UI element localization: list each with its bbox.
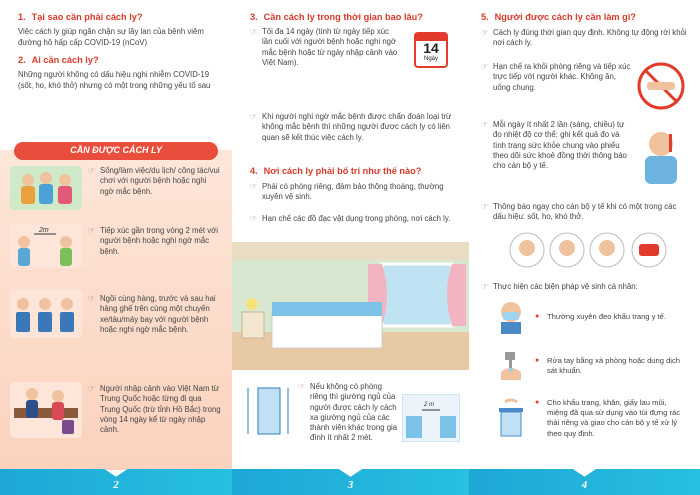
people-icon — [10, 166, 82, 210]
bed-distance-icon — [244, 384, 292, 440]
banner-isolation: CẦN ĐƯỢC CÁCH LY — [14, 142, 218, 160]
list-item: ☞ Nếu không có phòng riêng thì giường ngủ của người được cách ly cách xa giường ngủ của các thành viên khác trong gia đình ít nhất 2 mét. — [298, 382, 398, 444]
panel-page-3 — [232, 0, 469, 495]
section-3-heading: 3. Cần cách ly trong thời gian bao lâu? — [250, 12, 423, 22]
thermometer-icon — [635, 126, 687, 186]
page-number: 2 — [113, 479, 119, 491]
calendar-number: 14 — [423, 40, 439, 56]
calendar-icon — [414, 32, 448, 68]
beds-apart-icon — [402, 394, 460, 442]
section-1-body: Việc cách ly giúp ngăn chặn sự lây lan của bệnh viêm đường hô hấp cấp COVID-19 (nCoV) — [18, 27, 204, 47]
symptoms-icon — [509, 228, 669, 272]
list-item: ● Rửa tay bằng xà phòng hoặc dung dịch sát khuẩn. — [535, 356, 685, 376]
section-4-heading: 4. Nơi cách ly phải bố trí như thế nào? — [250, 166, 422, 176]
bus-seats-icon — [10, 290, 82, 338]
list-item: ● Cho khẩu trang, khăn, giấy lau mũi, miệng đã qua sử dụng vào túi đựng rác thải riêng và giao cho cán bộ y tế xử lý theo quy định. — [535, 398, 687, 439]
list-item: ☞ Hạn chế ra khỏi phòng riêng và tiếp xúc trực tiếp với người khác. Không ăn, uống chung. — [481, 62, 631, 93]
mask-icon — [497, 300, 525, 334]
section-2-body: Những người không có dấu hiệu nghi nhiễm COVID-19 (sốt, ho, khó thở) nhưng có một trong những yếu tố sau — [18, 70, 211, 90]
list-item: ☞ Thực hiện các biện pháp vệ sinh cá nhân: — [481, 282, 691, 292]
section-1-heading: 1. Tại sao cần phải cách ly? — [18, 12, 143, 22]
room-icon — [232, 242, 469, 370]
section-2-heading: 2. Ai cần cách ly? — [18, 55, 99, 65]
list-item: ☞ Hạn chế các đồ đạc vật dụng trong phòng, nơi cách ly. — [250, 214, 455, 224]
panel-page-4 — [469, 0, 700, 495]
panel-page-2 — [0, 0, 232, 495]
handwash-icon — [495, 350, 527, 386]
list-item: ☞ Người nhập cảnh vào Việt Nam từ Trung Quốc hoặc từng đi qua Trung Quốc (trừ tỉnh Hồ Bắc) trong vòng 14 ngày kể từ ngày nhập cảnh. — [88, 384, 222, 435]
page-number: 4 — [581, 479, 588, 491]
list-item: ☞ Mỗi ngày ít nhất 2 lần (sáng, chiều) tự đo nhiệt độ cơ thể; ghi kết quả đo và tình trạng sức khỏe chung vào phiếu theo dõi sức khoẻ đồng thời thông báo cho cán bộ y tế. — [481, 120, 631, 171]
list-item: ☞ Ngồi cùng hàng, trước và sau hai hàng ghế trên cùng một chuyến xe/tàu/máy bay với người bệnh hoặc nghi ngờ mắc bệnh. — [88, 294, 222, 335]
distance-label: 2 m — [424, 402, 435, 408]
distance-icon — [10, 224, 82, 268]
airport-icon — [10, 382, 82, 438]
list-item: ☞ Khi người nghi ngờ mắc bệnh được chẩn đoán loại trừ không mắc bệnh thì những người được cách ly có liên quan sẽ kết thúc việc cách ly. — [250, 112, 455, 143]
list-item: ☞ Phải có phòng riêng, đảm bảo thông thoáng, thường xuyên vệ sinh. — [250, 182, 455, 203]
list-item: ☞ Tối đa 14 ngày (tính từ ngày tiếp xúc lần cuối với người bệnh hoặc nghi ngờ mắc bệnh hoặc từ ngày nhập cảnh vào Việt Nam). — [250, 27, 400, 68]
list-item: ● Thường xuyên đeo khẩu trang y tế. — [535, 312, 685, 322]
calendar-label: Ngày — [423, 56, 438, 62]
trash-icon — [495, 398, 527, 438]
list-item: ☞ Sống/làm việc/du lịch/ công tác/vui chơi với người bệnh hoặc nghi ngờ mắc bệnh. — [88, 166, 222, 197]
phone-icon — [639, 244, 659, 256]
no-handshake-icon — [635, 60, 687, 112]
list-item: ☞ Tiếp xúc gần trong vòng 2 mét với người bệnh hoặc nghi ngờ mắc bệnh. — [88, 226, 222, 257]
page-number: 3 — [347, 479, 354, 491]
list-item: ☞ Thông báo ngay cho cán bộ y tế khi có một trong các dấu hiệu: sốt, ho, khó thở. — [481, 202, 691, 223]
distance-label: 2m — [39, 227, 49, 234]
section-5-heading: 5. Người được cách ly cần làm gì? — [481, 12, 636, 22]
list-item: ☞ Cách ly đúng thời gian quy định. Không tự động rời khỏi nơi cách ly. — [481, 28, 691, 49]
